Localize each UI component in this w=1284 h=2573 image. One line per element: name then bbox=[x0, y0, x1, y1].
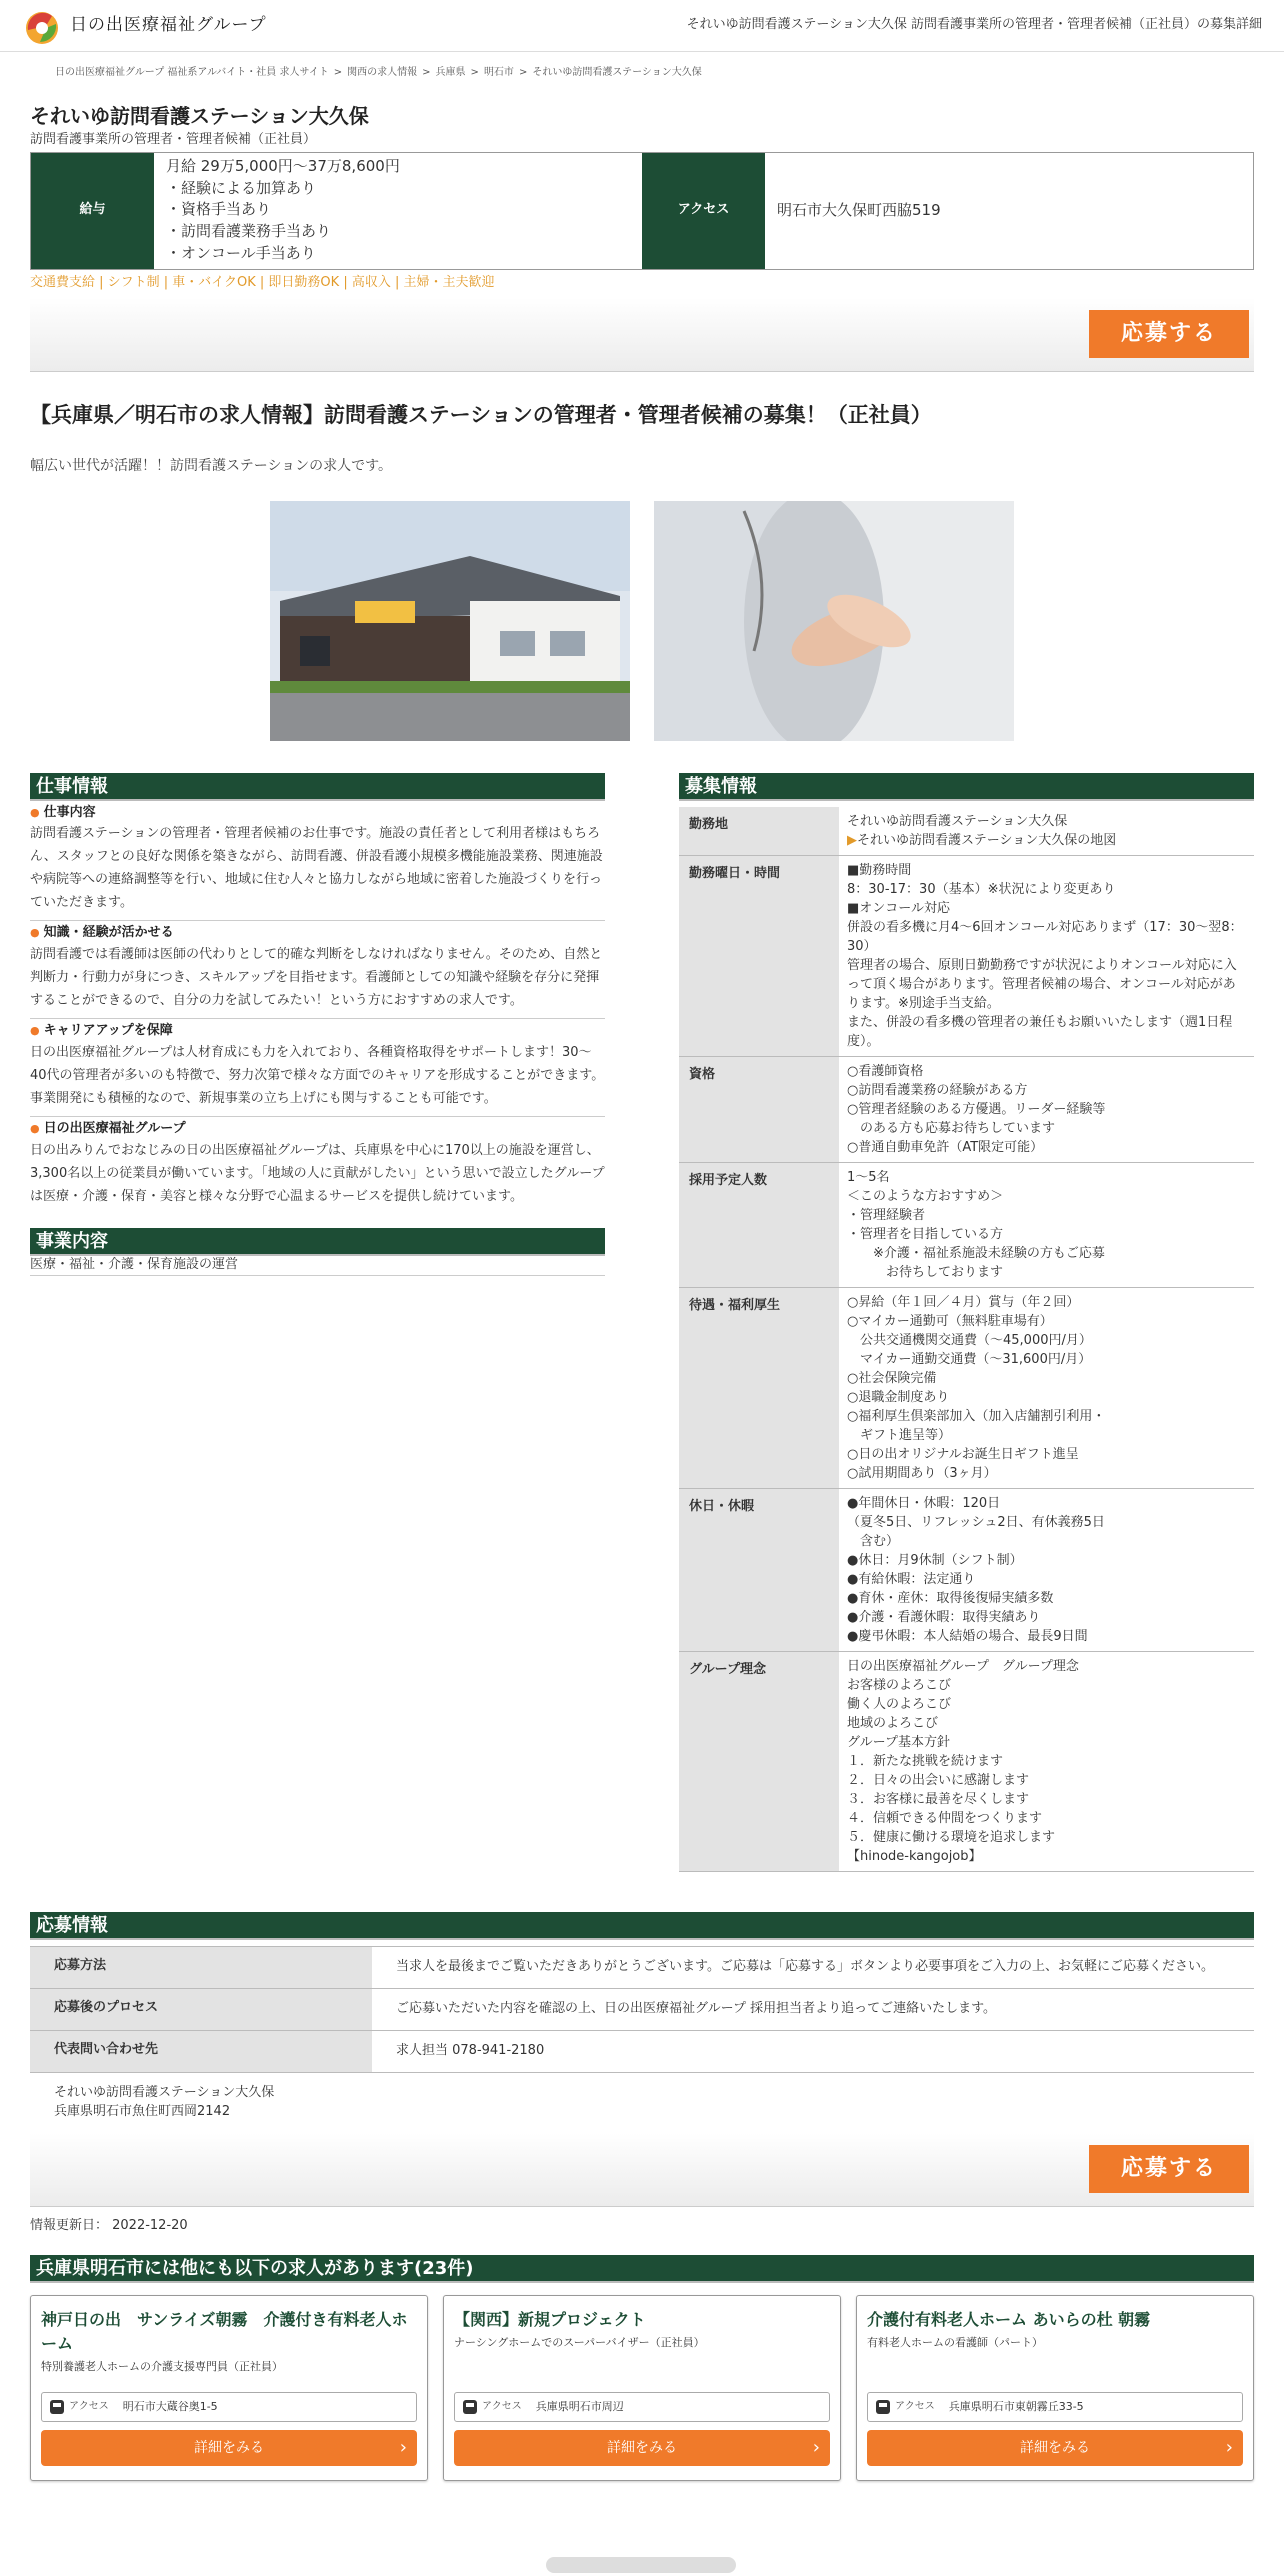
row-key: 勤務曜日・時間 bbox=[679, 855, 839, 1056]
breadcrumb-item[interactable]: 明石市 bbox=[483, 67, 514, 78]
table-row bbox=[679, 1287, 1254, 1488]
row-value: ●年間休日・休暇：120日 （夏冬5日、リフレッシュ2日、有休義務5日 含む） ●休日：月9休制（シフト制） ●有給休暇：法定通り ●育休・産休：取得後復帰実績多数 ●介護・看護休暇：取得実績あり ●慶弔休暇：本人結婚の場合、最長9日間 bbox=[839, 1488, 1254, 1651]
salary-line: 月給 29万5,000円～37万8,600円 bbox=[166, 156, 400, 175]
work-info-item bbox=[30, 1117, 605, 1214]
row-key: グループ理念 bbox=[679, 1651, 839, 1871]
table-row bbox=[679, 807, 1254, 856]
work-info-item bbox=[30, 801, 605, 922]
access-label: アクセス bbox=[482, 2401, 522, 2413]
row-key: 応募後のプロセス bbox=[30, 1988, 372, 2030]
scroll-handle[interactable] bbox=[546, 2557, 736, 2573]
site-header bbox=[0, 0, 1284, 52]
job-card-access bbox=[41, 2392, 417, 2422]
row-key: 待遇・福利厚生 bbox=[679, 1287, 839, 1488]
salary-line: ・オンコール手当あり bbox=[166, 243, 316, 262]
arrow-right-icon: ▶ bbox=[847, 832, 857, 848]
salary-value bbox=[154, 153, 642, 269]
detail-button-label: 詳細をみる bbox=[194, 2440, 264, 2457]
row-key: 休日・休暇 bbox=[679, 1488, 839, 1651]
address-name: それいゆ訪問看護ステーション大久保 bbox=[54, 2084, 275, 2100]
work-info-item-body: 日の出医療福祉グループは人材育成にも力を入れており、各種資格取得をサポートします！30～40代の管理者が多いのも特徴で、努力次第で様々な方面でのキャリアを形成することができます。事業開発にも積極的なので、新規事業の立ち上げにも関与することも可能です。 bbox=[30, 1045, 605, 1107]
job-card-subtitle: ナーシングホームでのスーパーバイザー（正社員） bbox=[454, 2336, 705, 2350]
breadcrumb: 日の出医療福祉グループ 福祉系アルバイト・社員 求人サイト > 関西の求人情報 > 兵庫県 > 明石市 > それいゆ訪問看護ステーション大久保 bbox=[55, 67, 702, 78]
bullet-icon: ● bbox=[30, 805, 40, 819]
job-card[interactable] bbox=[856, 2295, 1254, 2481]
row-value: 求人担当 078-941-2180 bbox=[372, 2030, 1254, 2072]
train-icon bbox=[876, 2400, 890, 2414]
table-row bbox=[30, 2030, 1254, 2072]
breadcrumb-item[interactable]: 関西の求人情報 bbox=[347, 67, 418, 78]
recruit-info-heading: 募集情報 bbox=[679, 773, 1254, 801]
salary-line: ・資格手当あり bbox=[166, 200, 272, 219]
apply-bar-top bbox=[30, 298, 1254, 372]
chevron-right-icon: › bbox=[399, 2437, 407, 2459]
row-value: ○昇給（年１回／４月）賞与（年２回） ○マイカー通勤可（無料駐車場有） 公共交通機関交通費（～45,000円/月） マイカー通勤交通費（～31,600円/月） ○社会保険完備 ○退職金制度あり ○福利厚生倶楽部加入（加入店舗割引利用・ ギフト進呈等） ○日の出オリジナルお誕生日ギフト進呈 ○試用期間あり（3ヶ月） bbox=[839, 1287, 1254, 1488]
salary-line: ・経験による加算あり bbox=[166, 178, 317, 197]
job-card-access bbox=[867, 2392, 1243, 2422]
job-card-title[interactable]: 神戸日の出 サンライズ朝霧 介護付き有料老人ホーム bbox=[41, 2310, 408, 2354]
other-jobs-heading: 兵庫県明石市には他にも以下の求人があります(23件) bbox=[30, 2255, 1254, 2283]
work-info-item-heading: 知識・経験が活かせる bbox=[43, 925, 174, 941]
work-info-item bbox=[30, 1019, 605, 1117]
detail-button-label: 詳細をみる bbox=[607, 2440, 677, 2457]
salary-line: ・訪問看護業務手当あり bbox=[166, 222, 332, 241]
access-value: 兵庫県明石市東朝霧丘33-5 bbox=[948, 2400, 1084, 2414]
row-value: 日の出医療福祉グループ グループ理念 お客様のよろこび 働く人のよろこび 地域のよろこび グループ基本方針 １．新たな挑戦を続けます ２．日々の出会いに感謝します ３．お客様に最善を尽くします ４．信頼できる仲間をつくります ５．健康に働ける環境を追求します 【hinode-kangojob】 bbox=[839, 1651, 1254, 1871]
breadcrumb-item[interactable]: 兵庫県 bbox=[435, 67, 466, 78]
job-headline: 【兵庫県／明石市の求人情報】訪問看護ステーションの管理者・管理者候補の募集！（正社員） bbox=[30, 402, 932, 427]
table-row bbox=[679, 1162, 1254, 1287]
row-key: 採用予定人数 bbox=[679, 1162, 839, 1287]
work-info-column bbox=[30, 773, 605, 1872]
bullet-icon: ● bbox=[30, 1122, 40, 1136]
job-card-subtitle: 有料老人ホームの看護師（パート） bbox=[867, 2336, 1043, 2350]
summary-table bbox=[30, 152, 1254, 270]
apply-bar-bottom bbox=[30, 2133, 1254, 2207]
chevron-right-icon: › bbox=[1225, 2437, 1233, 2459]
row-value: 1～5名 ＜このような方おすすめ＞ ・管理経験者 ・管理者を目指している方 ※介護・福祉系施設未経験の方もご応募 お待ちしております bbox=[839, 1162, 1254, 1287]
breadcrumb-current: それいゆ訪問看護ステーション大久保 bbox=[532, 67, 702, 78]
access-label: アクセス bbox=[895, 2401, 935, 2413]
logo-text: 日の出医療福祉グループ bbox=[70, 15, 267, 36]
business-body: 医療・福祉・介護・保育施設の運営 bbox=[30, 1256, 605, 1276]
job-card-title[interactable]: 介護付有料老人ホーム あいらの杜 朝霧 bbox=[867, 2310, 1151, 2330]
table-row bbox=[30, 1988, 1254, 2030]
recruit-info-column bbox=[679, 773, 1254, 1872]
job-card-title[interactable]: 【関西】新規プロジェクト bbox=[454, 2310, 646, 2330]
table-row bbox=[679, 855, 1254, 1056]
work-info-item-heading: 仕事内容 bbox=[43, 804, 96, 820]
detail-button-label: 詳細をみる bbox=[1020, 2440, 1090, 2457]
table-row bbox=[679, 1488, 1254, 1651]
other-jobs-list bbox=[30, 2295, 1254, 2481]
row-value: ■勤務時間 8：30-17：30（基本）※状況により変更あり ■オンコール対応 併設の看多機に月4～6回オンコール対応ありまず（17：30～翌8：30） 管理者の場合、原則日勤勤務ですが状況によりオンコール対応に入って頂く場合があります。管理者候補の場合、オンコール対応があります。※別途手当支給。 また、併設の看多機の管理者の兼任もお願いいたします（週1日程度）。 bbox=[839, 855, 1254, 1056]
facility-address bbox=[30, 2073, 1254, 2131]
row-value: 当求人を最後までご覧いただきありがとうございます。ご応募は「応募する」ボタンより必要事項をご入力の上、お気軽にご応募ください。 bbox=[372, 1946, 1254, 1988]
table-row bbox=[679, 1651, 1254, 1871]
header-page-title: それいゆ訪問看護ステーション大久保 訪問看護事業所の管理者・管理者候補（正社員）の募集詳細 bbox=[686, 17, 1262, 33]
job-subtitle: 訪問看護事業所の管理者・管理者候補（正社員） bbox=[30, 132, 317, 147]
caregiving-hands-photo bbox=[654, 501, 1014, 741]
access-value: 兵庫県明石市周辺 bbox=[535, 2400, 624, 2414]
train-icon bbox=[50, 2400, 64, 2414]
bullet-icon: ● bbox=[30, 926, 40, 940]
job-card-access bbox=[454, 2392, 830, 2422]
detail-button[interactable] bbox=[867, 2430, 1243, 2466]
work-info-heading: 仕事情報 bbox=[30, 773, 605, 801]
hinode-logo-icon bbox=[22, 6, 62, 46]
work-location: それいゆ訪問看護ステーション大久保 bbox=[847, 813, 1068, 829]
business-heading: 事業内容 bbox=[30, 1228, 605, 1256]
row-value: ○看護師資格 ○訪問看護業務の経験がある方 ○管理者経験のある方優遇。リーダー経験等 のある方も応募お待ちしています ○普通自動車免許（AT限定可能） bbox=[839, 1056, 1254, 1162]
updated-date: 情報更新日： 2022-12-20 bbox=[30, 2217, 188, 2233]
job-tags: 交通費支給 | シフト制 | 車・バイクOK | 即日勤務OK | 高収入 | 主婦・主夫歓迎 bbox=[30, 274, 495, 290]
breadcrumb-item[interactable]: 日の出医療福祉グループ 福祉系アルバイト・社員 求人サイト bbox=[55, 67, 329, 78]
job-card[interactable] bbox=[443, 2295, 841, 2481]
access-value: 明石市大久保町西脇519 bbox=[777, 200, 941, 219]
site-logo[interactable] bbox=[22, 6, 267, 46]
apply-info-heading: 応募情報 bbox=[30, 1912, 1254, 1940]
salary-label: 給与 bbox=[31, 153, 154, 269]
row-value bbox=[839, 807, 1254, 856]
apply-button[interactable]: 応募する bbox=[1089, 310, 1249, 358]
train-icon bbox=[463, 2400, 477, 2414]
work-info-item-body: 訪問看護ステーションの管理者・管理者候補のお仕事です。施設の責任者として利用者様はもちろん、スタッフとの良好な関係を築きながら、訪問看護、併設看護小規模多機能施設業務、関連施設や病院等への連絡調整等を行い、地域に住む人々と協力しながら地域に密着した施設づくりを行っていただきます。 bbox=[30, 826, 603, 911]
detail-button[interactable] bbox=[41, 2430, 417, 2466]
work-info-item-heading: キャリアアップを保障 bbox=[43, 1023, 173, 1039]
row-key: 代表問い合わせ先 bbox=[30, 2030, 372, 2072]
apply-info-table bbox=[30, 1946, 1254, 2073]
work-info-item bbox=[30, 921, 605, 1019]
job-lead: 幅広い世代が活躍！！訪問看護ステーションの求人です。 bbox=[30, 458, 393, 475]
row-value: ご応募いただいた内容を確認の上、日の出医療福祉グループ 採用担当者より追ってご連絡いたします。 bbox=[372, 1988, 1254, 2030]
apply-button[interactable]: 応募する bbox=[1089, 2145, 1249, 2193]
chevron-right-icon: › bbox=[812, 2437, 820, 2459]
access-label: アクセス bbox=[69, 2401, 109, 2413]
table-row bbox=[30, 1946, 1254, 1988]
access-label: アクセス bbox=[642, 153, 765, 269]
work-info-item-body: 訪問看護では看護師は医師の代わりとして的確な判断をしなければなりません。そのため、自然と判断力・行動力が身につき、スキルアップを目指せます。看護師としての知識や経験を存分に発揮することができるので、自分の力を試してみたい！という方におすすめの求人です。 bbox=[30, 947, 603, 1009]
facility-photo bbox=[270, 501, 630, 741]
photo-gallery bbox=[30, 501, 1254, 741]
address-line: 兵庫県明石市魚住町西岡2142 bbox=[54, 2103, 231, 2119]
row-key: 勤務地 bbox=[679, 807, 839, 856]
job-card[interactable] bbox=[30, 2295, 428, 2481]
detail-button[interactable] bbox=[454, 2430, 830, 2466]
job-card-subtitle: 特別養護老人ホームの介護支援専門員（正社員） bbox=[41, 2360, 283, 2374]
recruit-info-table bbox=[679, 807, 1254, 1872]
job-name: それいゆ訪問看護ステーション大久保 bbox=[30, 104, 369, 128]
table-row bbox=[679, 1056, 1254, 1162]
bullet-icon: ● bbox=[30, 1024, 40, 1038]
access-value: 明石市大蔵谷奥1-5 bbox=[122, 2400, 218, 2414]
work-info-item-heading: 日の出医療福祉グループ bbox=[43, 1121, 186, 1137]
work-info-item-body: 日の出みりんでおなじみの日の出医療福祉グループは、兵庫県を中心に170以上の施設を運営し、3,300名以上の従業員が働いています。「地域の人に貢献がしたい」という思いで設立したグループは医療・介護・保育・美容と様々な分野で心温まるサービスを提供し続けています。 bbox=[30, 1142, 605, 1204]
row-key: 応募方法 bbox=[30, 1946, 372, 1988]
map-link[interactable]: それいゆ訪問看護ステーション大久保の地図 bbox=[857, 832, 1117, 848]
row-key: 資格 bbox=[679, 1056, 839, 1162]
